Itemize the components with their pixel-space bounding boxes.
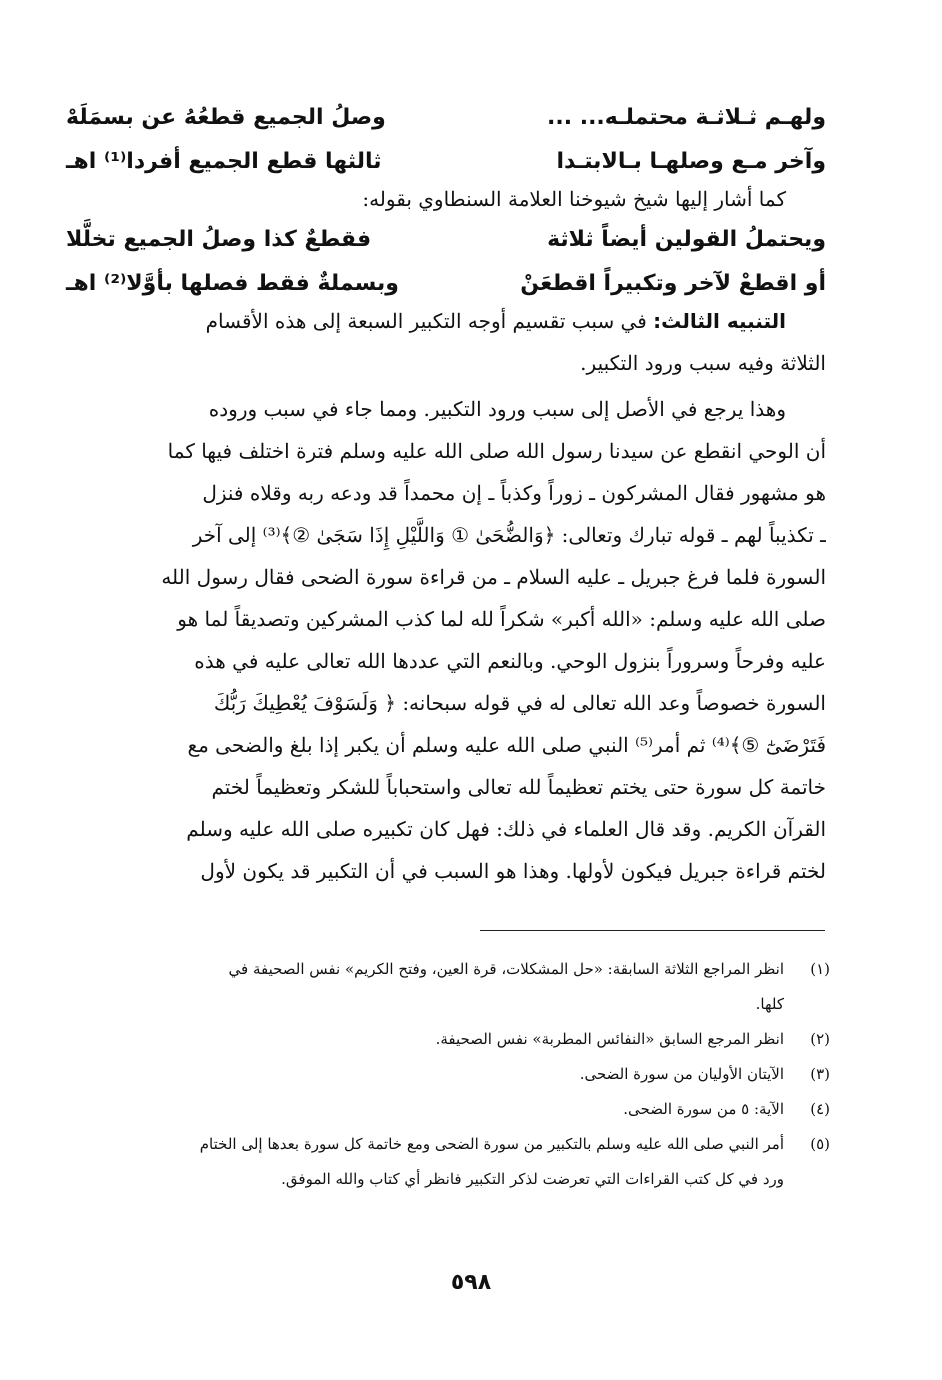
verse-block-1: [66, 96, 826, 184]
verse-left-hemistich: فقطعٌ كذا وصلُ الجميع تخلَّلا: [66, 227, 372, 252]
body-line: عليه وفرحاً وسروراً بنزول الوحي. وبالنعم التي عددها الله تعالى عليه في هذه: [194, 649, 826, 673]
footnote-item: [66, 1127, 830, 1197]
footnote-text: الآية: ٥ من سورة الضحى.: [623, 1100, 784, 1118]
footnote-text: [66, 1127, 784, 1197]
verse-right-hemistich: وآخر مـع وصلهـا بـالابتـدا: [556, 149, 826, 174]
body-line: القرآن الكريم. وقد قال العلماء في ذلك: فهل كان تكبيره صلى الله عليه وسلم: [186, 817, 826, 841]
body-line: أن الوحي انقطع عن سيدنا رسول الله صلى الله عليه وسلم فترة اختلف فيها كما: [167, 439, 826, 463]
footnote-text: الآيتان الأوليان من سورة الضحى.: [579, 1065, 784, 1083]
verse-block-2: [66, 218, 826, 306]
verse-row: [66, 96, 826, 140]
footnote-divider: [480, 930, 825, 931]
body-line: ـ تكذيباً لهم ـ قوله تبارك وتعالى: ﴿وَالضُّحَىٰ ① وَاللَّيْلِ إِذَا سَجَىٰ ②﴾⁽³⁾ إلى آخر: [192, 523, 826, 547]
body-line: فَتَرْضَىٰٓ ⑤﴾⁽⁴⁾ ثم أمر⁽⁵⁾ النبي صلى الله عليه وسلم أن يكبر إذا بلغ والضحى مع: [187, 733, 826, 757]
verse-row: [66, 218, 826, 262]
tanbih-line: الثلاثة وفيه سبب ورود التكبير.: [580, 351, 826, 375]
body-paragraph: [66, 388, 826, 892]
footnote-text: [66, 952, 784, 1022]
tanbih-text: في سبب تقسيم أوجه التكبير السبعة إلى هذه الأقسام: [205, 309, 654, 333]
footnote-number: (٣): [810, 1065, 830, 1083]
body-line: صلى الله عليه وسلم: «الله أكبر» شكراً لله لما كذب المشركين وتصديقاً لما هو: [177, 607, 826, 631]
footnote-number: (١): [810, 960, 830, 978]
footnote-item: [66, 1022, 830, 1057]
verse-right-hemistich: أو اقطعْ لآخر وتكبيراً اقطعَنْ: [520, 271, 826, 296]
footnote-item: [66, 952, 830, 1022]
footnote-line: انظر المراجع الثلاثة السابقة: «حل المشكلات، قرة العين، وفتح الكريم» نفس الصحيفة في: [228, 960, 784, 978]
body-line: لختم قراءة جبريل فيكون لأولها. وهذا هو السبب في أن التكبير قد يكون لأول: [200, 859, 826, 883]
verse-right-hemistich: ولهـم ثـلاثـة محتملـه... ...: [546, 105, 826, 130]
footnote-item: [66, 1092, 830, 1127]
intro-paragraph: [66, 178, 826, 220]
verse-left-hemistich: وبسملةٌ فقط فصلها بأوَّلا⁽²⁾ اهـ: [66, 271, 399, 296]
verse-left-hemistich: ثالثها قطع الجميع أفردا⁽¹⁾ اهـ: [66, 149, 382, 174]
intro-line: كما أشار إليها شيخ شيوخنا العلامة السنطاوي بقوله:: [362, 187, 786, 211]
body-line: السورة خصوصاً وعد الله تعالى له في قوله سبحانه: ﴿ وَلَسَوْفَ يُعْطِيكَ رَبُّكَ: [213, 691, 826, 715]
footnote-item: [66, 1057, 830, 1092]
footnote-number: (٥): [810, 1135, 830, 1153]
body-line: هو مشهور فقال المشركون ـ زوراً وكذباً ـ إن محمداً قد ودعه ربه وقلاه فنزل: [202, 481, 826, 505]
footnote-line: ورد في كل كتب القراءات التي تعرضت لذكر التكبير فانظر أي كتاب والله الموفق.: [281, 1170, 784, 1188]
footnote-line: أمر النبي صلى الله عليه وسلم بالتكبير من سورة الضحى ومع خاتمة كل سورة بعدها إلى الختام: [199, 1135, 784, 1153]
footnote-line: كلها.: [755, 995, 784, 1013]
body-line: السورة فلما فرغ جبريل ـ عليه السلام ـ من قراءة سورة الضحى فقال رسول الله: [161, 565, 826, 589]
tanbih-paragraph: [66, 300, 826, 384]
tanbih-label: التنبيه الثالث:: [653, 309, 786, 333]
footnotes: [66, 952, 830, 1197]
verse-left-hemistich: وصلُ الجميع قطعُهُ عن بسمَلَهْ: [66, 105, 386, 130]
body-line: خاتمة كل سورة حتى يختم تعظيماً لله تعالى واستحباباً للشكر وتعظيماً لختم: [211, 775, 826, 799]
footnote-text: انظر المرجع السابق «النفائس المطربة» نفس الصحيفة.: [435, 1030, 784, 1048]
footnote-number: (٢): [810, 1030, 830, 1048]
body-line: وهذا يرجع في الأصل إلى سبب ورود التكبير. ومما جاء في سبب وروده: [208, 397, 786, 421]
page-number: ٥٩٨: [450, 1270, 492, 1295]
footnote-number: (٤): [810, 1100, 830, 1118]
tanbih-line: [66, 300, 826, 342]
verse-right-hemistich: ويحتملُ القولين أيضاً ثلاثة: [547, 227, 826, 252]
